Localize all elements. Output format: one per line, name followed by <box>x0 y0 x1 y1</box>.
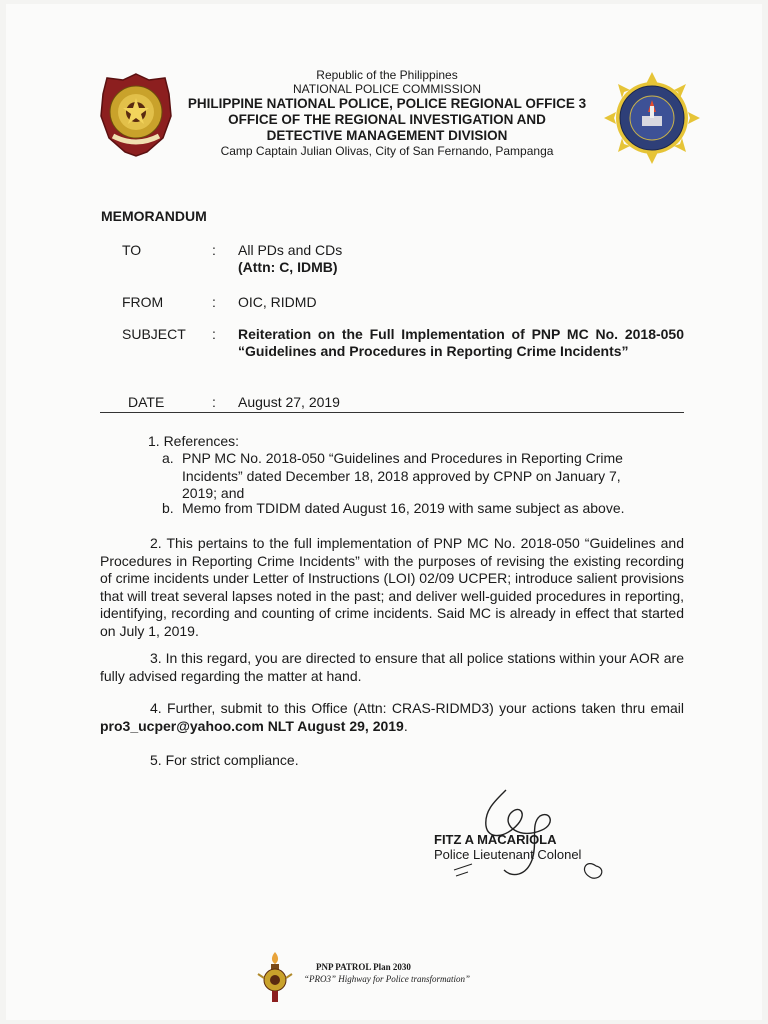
paragraph-4-end: . <box>403 717 408 734</box>
paragraph-4-email-deadline: pro3_ucper@yahoo.com NLT August 29, 2019 <box>100 717 404 734</box>
signatory-name: FITZ A MACARIOLA <box>434 832 557 847</box>
memo-date-colon: : <box>212 394 216 410</box>
header-line-pnp: PHILIPPINE NATIONAL POLICE, POLICE REGIONAL OFFICE 3 <box>187 96 587 111</box>
patrol-plan-torch-icon <box>256 950 294 1004</box>
memo-from-value: OIC, RIDMD <box>238 294 317 310</box>
reference-a-line-1: PNP MC No. 2018-050 “Guidelines and Procedures in Reporting Crime <box>182 450 623 466</box>
signature-block <box>434 832 581 862</box>
memo-date-label: DATE <box>128 394 165 410</box>
reference-a-line-2: Incidents” dated December 18, 2018 approved by CPNP on January 7, <box>182 467 621 484</box>
reference-a <box>182 450 686 503</box>
reference-b: Memo from TDIDM dated August 16, 2019 with same subject as above. <box>182 500 625 516</box>
letterhead-text <box>166 68 608 159</box>
reference-b-marker: b. <box>162 500 174 516</box>
memo-title: MEMORANDUM <box>101 208 207 224</box>
header-line-napolcom: NATIONAL POLICE COMMISSION <box>292 82 482 96</box>
header-divider <box>100 412 684 413</box>
footer <box>256 950 516 1006</box>
memo-subject-label: SUBJECT <box>122 326 186 342</box>
footer-tagline: “PRO3” Highway for Police transformation” <box>304 974 471 984</box>
memo-to-value <box>238 242 686 276</box>
memo-subject-colon: : <box>212 326 216 342</box>
division-seal-logo <box>604 72 700 164</box>
paragraph-4-text: 4. Further, submit to this Office (Attn: CRAS-RIDMD3) your actions taken thru email <box>150 700 684 716</box>
paragraph-3: 3. In this regard, you are directed to ensure that all police stations within your AOR are fully advised regarding the matter at hand. <box>100 650 684 684</box>
header-line-office: OFFICE OF THE REGIONAL INVESTIGATION AND <box>228 112 546 127</box>
memo-to-colon: : <box>212 242 216 258</box>
pro3-badge-logo <box>99 72 173 158</box>
letterhead <box>6 68 762 168</box>
footer-plan-title: PNP PATROL Plan 2030 <box>316 962 411 972</box>
paragraph-5: 5. For strict compliance. <box>150 752 299 768</box>
memo-to-label: TO <box>122 242 142 258</box>
memo-date-value: August 27, 2019 <box>238 394 340 410</box>
memo-subject-value: Reiteration on the Full Implementation of PNP MC No. 2018-050 “Guidelines and Procedures in Reporting Crime Incidents” <box>238 326 684 359</box>
memo-to-recipients: All PDs and CDs <box>238 242 343 258</box>
paragraph-1-heading: 1. References: <box>148 433 240 449</box>
header-line-division: DETECTIVE MANAGEMENT DIVISION <box>266 128 508 143</box>
memo-from-label: FROM <box>122 294 164 310</box>
memo-from-colon: : <box>212 294 216 310</box>
document-page <box>6 4 762 1020</box>
header-line-address: Camp Captain Julian Olivas, City of San Fernando, Pampanga <box>220 144 554 158</box>
signatory-rank: Police Lieutenant Colonel <box>434 847 582 862</box>
reference-a-line-3: 2019; and <box>182 485 245 501</box>
header-line-republic: Republic of the Philippines <box>316 68 458 82</box>
reference-a-marker: a. <box>162 450 174 466</box>
paragraph-2: 2. This pertains to the full implementation of PNP MC No. 2018-050 “Guidelines and Procedures in Reporting Crime Incidents” with the purposes of revising the existing recording of crime incidents under Letter of Instructions (LOI) 02/09 UCPER; introduce salient provisions that will treat several lapses noted in the past; and deliver well-guided procedures in reporting, identifying, recording and counting of crime incidents. Said MC is already in effect that started on July 1, 2019. <box>100 535 684 639</box>
memo-to-attn: (Attn: C, IDMB) <box>238 259 338 275</box>
paragraph-4 <box>100 700 684 735</box>
